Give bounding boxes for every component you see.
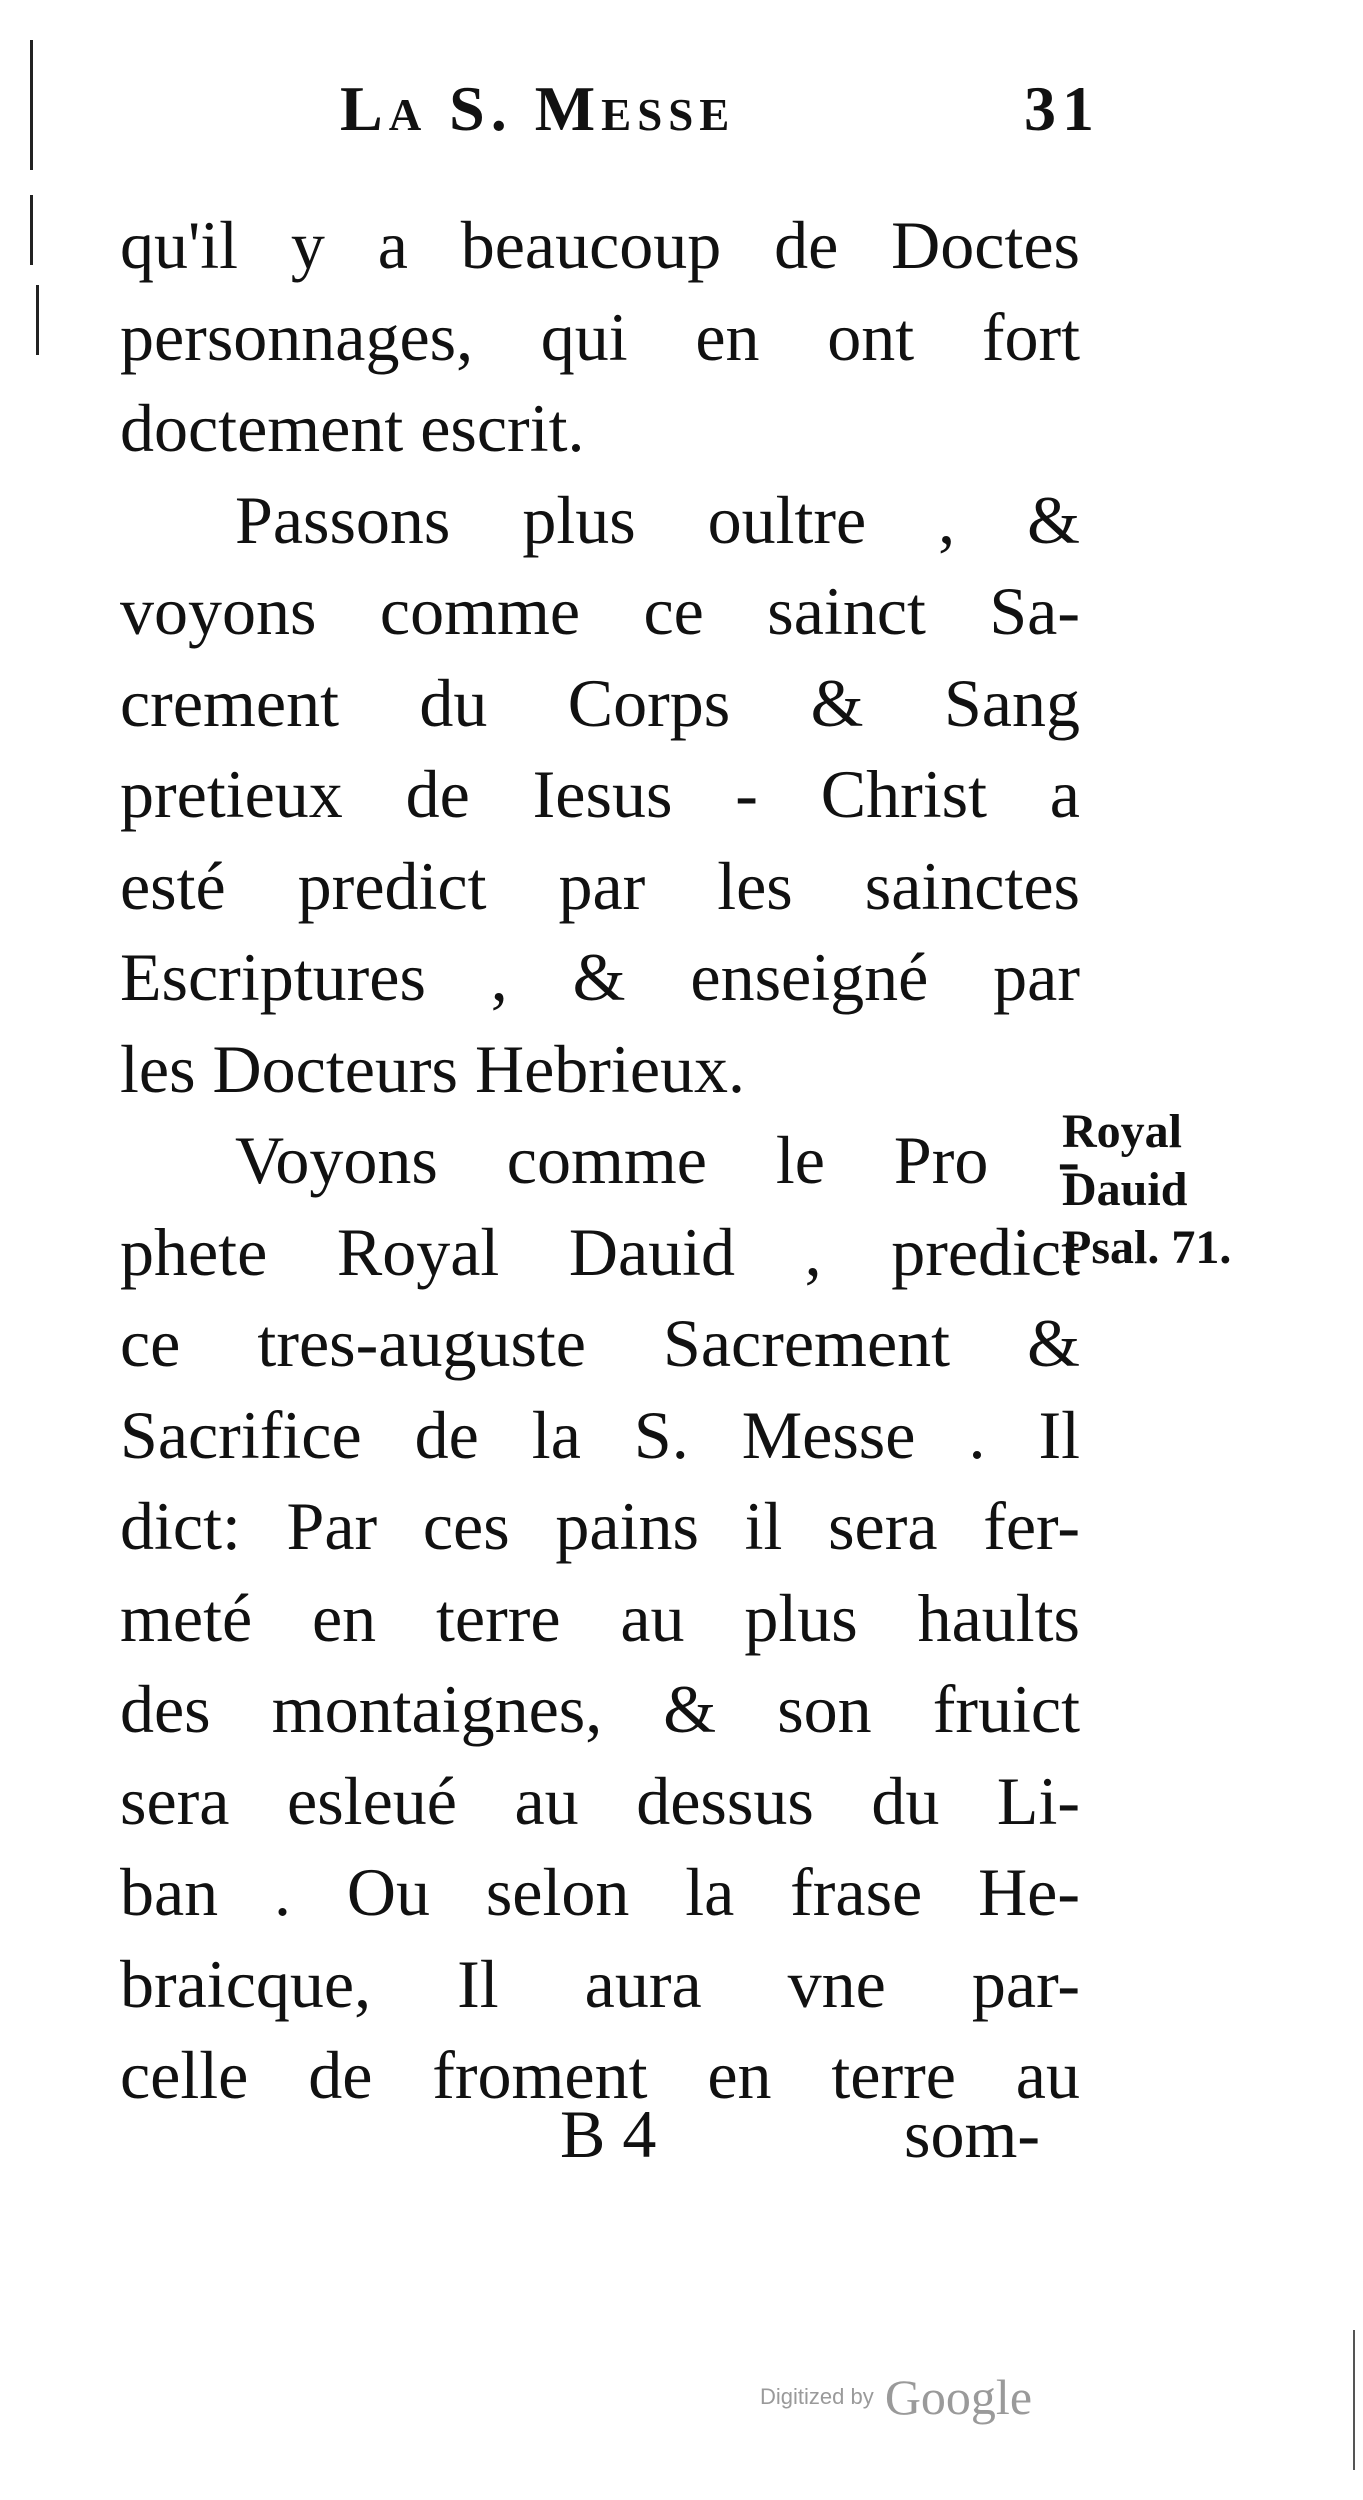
text-line: personnages, qui en ont fort: [120, 298, 1080, 375]
text-line: crement du Corps & Sang: [120, 664, 1080, 741]
running-head-title: La S. Messe: [340, 73, 736, 144]
text-line: celle de froment en terre au: [120, 2037, 1080, 2113]
catchline: [120, 2095, 1040, 2185]
text-line: Voyons comme le Pro -: [235, 1122, 1080, 1198]
text-line: dict: Par ces pains il sera fer-: [120, 1488, 1080, 1564]
page-number: 31: [1024, 73, 1100, 144]
margin-note-line: Dauid: [1062, 1163, 1188, 1216]
text-line: voyons comme ce sainct Sa-: [120, 573, 1080, 649]
text-line: pretieux de Iesus - Christ a: [120, 756, 1080, 832]
text-line: esté predict par les sainctes: [120, 847, 1080, 924]
body-text: [120, 200, 1080, 2122]
text-line: Escriptures , & enseigné par: [120, 939, 1080, 1015]
margin-note-line: Royal: [1062, 1105, 1182, 1158]
catchword: som-: [904, 2096, 1040, 2172]
running-head: [340, 72, 1100, 172]
text-line: Passons plus oultre , &: [235, 481, 1080, 558]
text-line: des montaignes, & son fruict: [120, 1671, 1080, 1747]
binding-edge-mark: [30, 195, 33, 265]
text-line: sera esleué au dessus du Li-: [120, 1762, 1080, 1839]
text-line: phete Royal Dauid , predict: [120, 1213, 1080, 1290]
digitized-brand: Google: [884, 2369, 1033, 2425]
text-line: ban . Ou selon la frase He-: [120, 1854, 1080, 1930]
text-line: Sacrifice de la S. Messe . Il: [120, 1396, 1080, 1473]
text-line: les Docteurs Hebrieux.: [120, 1030, 746, 1107]
digitized-prefix: Digitized by: [760, 2384, 874, 2409]
binding-edge-mark: [30, 40, 33, 170]
margin-note: [1062, 1103, 1262, 1277]
margin-note-line: Psal. 71.: [1062, 1221, 1232, 1274]
signature-mark: B 4: [560, 2096, 657, 2172]
text-line: qu'il y a beaucoup de Doctes: [120, 207, 1080, 283]
text-line: doctement escrit.: [120, 390, 585, 466]
text-line: braicque, Il aura vne par-: [120, 1945, 1080, 2022]
binding-edge-mark: [36, 285, 39, 355]
text-line: ce tres-auguste Sacrement &: [120, 1305, 1080, 1381]
text-line: meté en terre au plus haults: [120, 1579, 1080, 1656]
digitized-watermark: [760, 2368, 1032, 2438]
page-edge-mark: [1353, 2330, 1355, 2470]
